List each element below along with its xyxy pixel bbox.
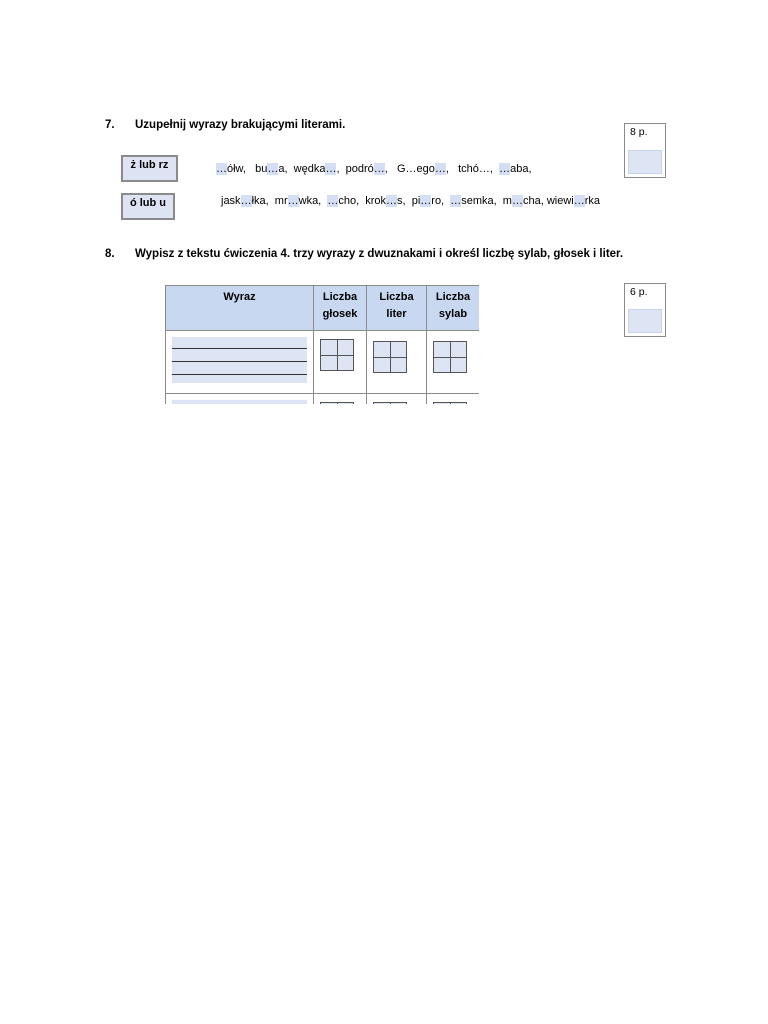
- exercise-7-score-field[interactable]: [628, 150, 662, 174]
- word-fragment: semka, m: [461, 195, 512, 207]
- table-header-sylab: Liczba sylab: [427, 286, 480, 331]
- glosek-input-2[interactable]: [320, 402, 354, 404]
- exercise-8-table: [165, 285, 479, 404]
- missing-letter-gap[interactable]: …: [287, 195, 299, 207]
- missing-letter-gap[interactable]: …: [450, 195, 462, 207]
- exercise-7-words-o-u: [221, 195, 600, 207]
- exercise-8-table-clip: [165, 285, 479, 404]
- exercise-8-score-label: 6 p.: [630, 286, 648, 298]
- word-fragment: s, pi: [397, 195, 421, 207]
- missing-letter-gap[interactable]: …: [327, 195, 339, 207]
- exercise-7-label-z-rz: ż lub rz: [121, 155, 178, 182]
- exercise-8-score-box: [624, 283, 666, 337]
- missing-letter-gap[interactable]: …: [511, 195, 523, 207]
- word-fragment: , tchó…,: [445, 163, 500, 175]
- exercise-7-label-o-u: ó lub u: [121, 193, 175, 220]
- missing-letter-gap[interactable]: …: [434, 163, 446, 175]
- word-fragment: aba,: [510, 163, 532, 175]
- table-header-wyraz: Wyraz: [166, 286, 314, 331]
- exercise-7-words-z-rz: [216, 163, 532, 175]
- word-input-2[interactable]: [172, 400, 307, 404]
- word-fragment: ółw, bu: [227, 163, 268, 175]
- word-fragment: , G…ego: [384, 163, 435, 175]
- exercise-7-score-box: [624, 123, 666, 178]
- missing-letter-gap[interactable]: …: [267, 163, 279, 175]
- word-fragment: cho, krok: [338, 195, 387, 207]
- table-row: [166, 394, 480, 405]
- glosek-input-1[interactable]: [320, 339, 354, 371]
- exercise-7-number: 7.: [105, 119, 115, 131]
- missing-letter-gap[interactable]: …: [373, 163, 385, 175]
- table-row: [166, 331, 480, 394]
- exercise-8-number: 8.: [105, 248, 115, 260]
- missing-letter-gap[interactable]: …: [216, 163, 227, 175]
- missing-letter-gap[interactable]: …: [386, 195, 398, 207]
- word-fragment: ro,: [431, 195, 451, 207]
- table-header-liter: Liczba liter: [367, 286, 427, 331]
- missing-letter-gap[interactable]: …: [573, 195, 585, 207]
- sylab-input-1[interactable]: [433, 341, 467, 373]
- missing-letter-gap[interactable]: …: [420, 195, 432, 207]
- word-fragment: , podró: [336, 163, 374, 175]
- word-fragment: rka: [584, 195, 600, 207]
- word-fragment: wka,: [298, 195, 328, 207]
- liter-input-2[interactable]: [373, 402, 407, 404]
- table-header-glosek: Liczba głosek: [314, 286, 367, 331]
- missing-letter-gap[interactable]: …: [499, 163, 511, 175]
- missing-letter-gap[interactable]: …: [325, 163, 337, 175]
- word-input-1[interactable]: [172, 337, 307, 383]
- missing-letter-gap[interactable]: …: [240, 195, 252, 207]
- exercise-8-instruction: Wypisz z tekstu ćwiczenia 4. trzy wyrazy z dwuznakami i określ liczbę sylab, głosek i liter.: [135, 248, 624, 260]
- word-fragment: cha, wiewi: [522, 195, 574, 207]
- word-fragment: łka, mr: [251, 195, 288, 207]
- word-fragment: jask: [221, 195, 241, 207]
- liter-input-1[interactable]: [373, 341, 407, 373]
- exercise-7-instruction: Uzupełnij wyrazy brakującymi literami.: [135, 119, 346, 131]
- word-fragment: a, wędka: [278, 163, 326, 175]
- sylab-input-2[interactable]: [433, 402, 467, 404]
- exercise-8-score-field[interactable]: [628, 309, 662, 333]
- exercise-7-score-label: 8 p.: [630, 126, 648, 138]
